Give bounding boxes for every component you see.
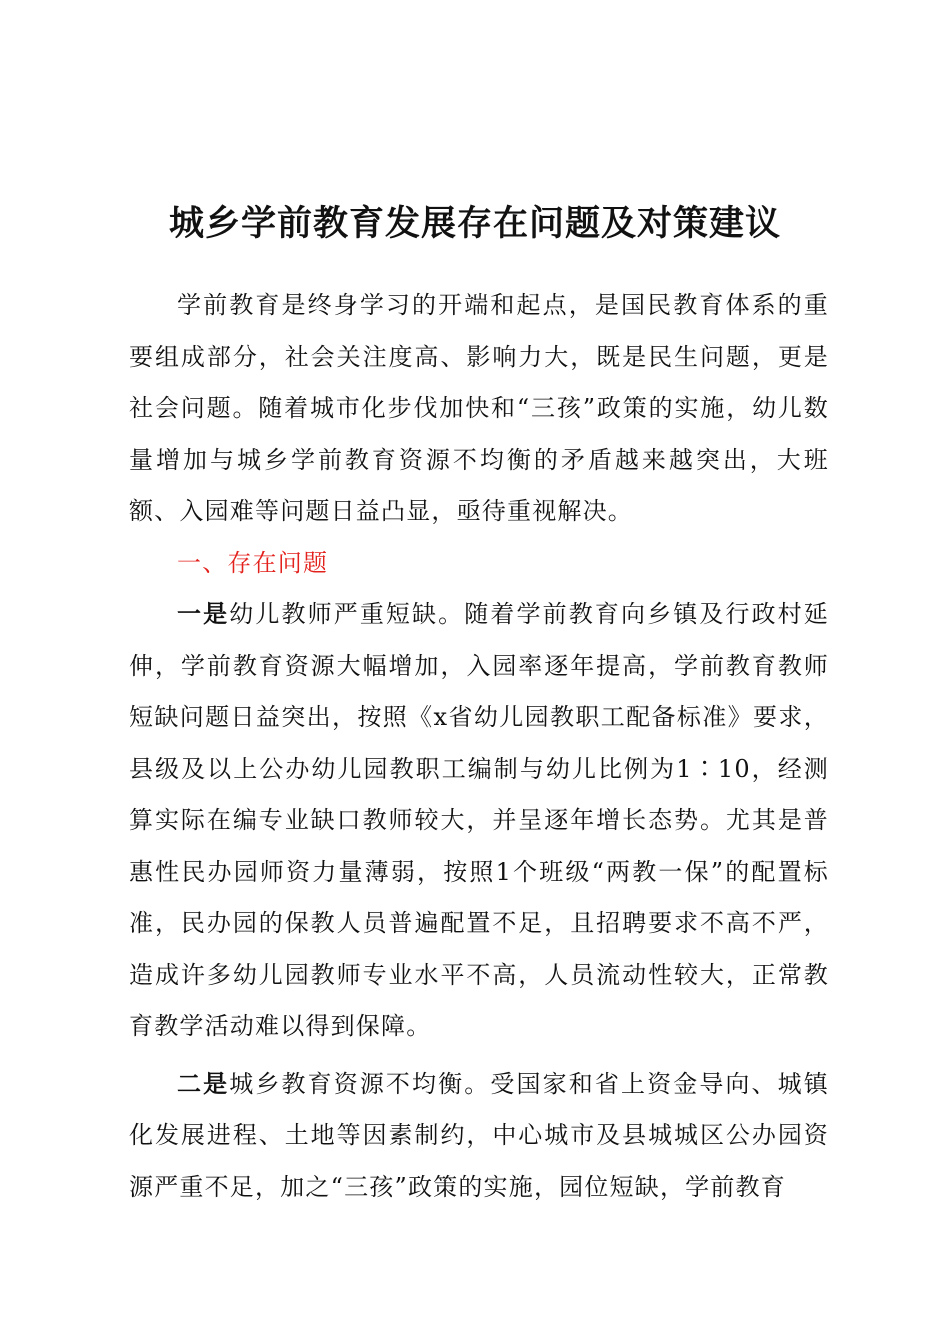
document-title: 城乡学前教育发展存在问题及对策建议 (168, 203, 781, 244)
problem-item-1 (129, 589, 829, 1053)
problem-item-2 (129, 1059, 829, 1214)
section-heading-text: 一、存在问题 (177, 548, 329, 577)
item-text-1: 幼儿教师严重短缺。随着学前教育向乡镇及行政村延伸，学前教育资源大幅增加，入园率逐年提高，学前教育教师短缺问题日益突出，按照《x省幼儿园教职工配备标准》要求，县级及以上公办幼儿园教职工编制与幼儿比例为1∶10，经测算实际在编专业缺口教师较大，并呈逐年增长态势。尤其是普惠性民办园师资力量薄弱，按照1个班级“两教一保”的配置标准，民办园的保教人员普遍配置不足，且招聘要求不高不严，造成许多幼儿园教师专业水平不高，人员流动性较大，正常教育教学活动难以得到保障。 (129, 600, 829, 1040)
section-heading-problems (129, 538, 829, 590)
document-body (129, 280, 829, 1213)
item-lead-1: 一是 (177, 600, 230, 628)
item-text-2: 城乡教育资源不均衡。受国家和省上资金导向、城镇化发展进程、土地等因素制约，中心城市及县城城区公办园资源严重不足，加之“三孩”政策的实施，园位短缺，学前教育 (129, 1069, 829, 1201)
intro-paragraph: 学前教育是终身学习的开端和起点，是国民教育体系的重要组成部分，社会关注度高、影响力大，既是民生问题，更是社会问题。随着城市化步伐加快和“三孩”政策的实施，幼儿数量增加与城乡学前教育资源不均衡的矛盾越来越突出，大班额、入园难等问题日益凸显，亟待重视解决。 (129, 291, 829, 525)
item-lead-2: 二是 (177, 1069, 230, 1098)
